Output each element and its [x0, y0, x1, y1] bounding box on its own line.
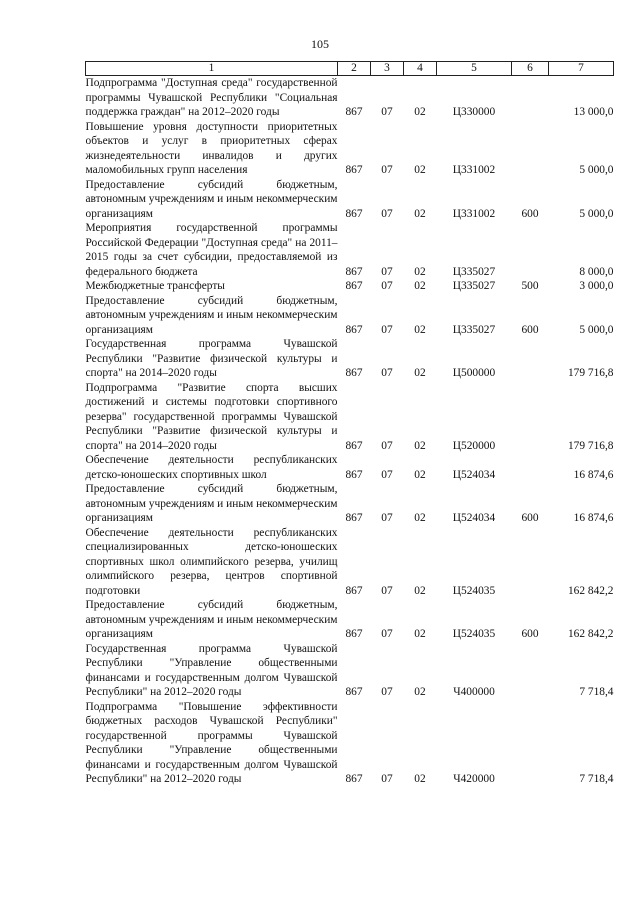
row-expense-type	[512, 381, 549, 454]
row-ministry-code: 867	[345, 207, 363, 220]
row-subsection-code: 02	[414, 164, 426, 176]
row-description: Мероприятия государственной программы Российской Федерации "Доступная среда" на 2011–2015 годы за счет субсидии, предоставляемой из федерального бюджета	[85, 222, 338, 278]
row-ministry-code: 867	[345, 106, 363, 118]
row-description: Предоставление субсидий бюджетным, автономным учреждениям и иным некоммерческим организациям	[85, 294, 338, 336]
row-description: Государственная программа Чувашской Республики "Управление общественными финансами и государственным долгом Чувашской Республики" на 2012–2020 годы	[85, 642, 338, 698]
table-row	[86, 294, 614, 338]
column-header: 2	[338, 62, 371, 76]
row-subsection-code: 02	[414, 512, 426, 524]
row-subsection-code: 02	[414, 207, 426, 220]
row-section-code: 07	[381, 628, 393, 640]
row-ministry-code: 867	[345, 164, 363, 176]
row-target-article: Ц335027	[452, 323, 496, 336]
row-expense-type	[512, 642, 549, 700]
row-amount: 16 874,6	[573, 468, 614, 481]
row-description: Обеспечение деятельности республиканских специализированных детско-юношеских спортивных школ олимпийского резерва, училищ олимпийского резерва, центров спортивной подготовки	[85, 526, 338, 597]
budget-table	[85, 61, 614, 787]
table-row	[86, 381, 614, 454]
table-row	[86, 178, 614, 222]
row-description: Предоставление субсидий бюджетным, автономным учреждениям и иным некоммерческим организациям	[85, 483, 338, 524]
table-row	[86, 598, 614, 642]
row-ministry-code: 867	[345, 686, 363, 698]
table-row	[86, 76, 614, 120]
row-section-code: 07	[381, 439, 393, 452]
row-target-article: Ц520000	[452, 439, 496, 452]
row-ministry-code: 867	[345, 584, 363, 597]
row-description: Обеспечение деятельности республиканских детско-юношеских спортивных школ	[85, 454, 338, 481]
row-expense-type	[512, 337, 549, 381]
table-row	[86, 642, 614, 700]
row-expense-type: 500	[521, 280, 539, 292]
row-section-code: 07	[381, 468, 393, 481]
row-subsection-code: 02	[414, 280, 426, 292]
row-expense-type	[512, 76, 549, 120]
row-ministry-code: 867	[345, 265, 363, 278]
row-expense-type: 600	[521, 207, 539, 220]
row-ministry-code: 867	[345, 628, 363, 640]
row-target-article: Ц331002	[452, 164, 496, 176]
row-target-article: Ц331002	[452, 207, 496, 220]
row-amount: 162 842,2	[567, 584, 614, 597]
row-section-code: 07	[381, 323, 393, 336]
column-header: 1	[86, 62, 338, 76]
row-amount: 179 716,8	[567, 439, 614, 452]
table-row	[86, 700, 614, 787]
row-ministry-code: 867	[345, 323, 363, 336]
row-expense-type	[512, 453, 549, 482]
row-description: Подпрограмма "Повышение эффективности бюджетных расходов Чувашской Республики" государственной программы Чувашской Республики "Управление общественными финансами и государственным долгом Чувашской Республики" на 2012–2020 годы	[85, 700, 338, 785]
column-header: 5	[437, 62, 512, 76]
column-header: 6	[512, 62, 549, 76]
row-subsection-code: 02	[414, 106, 426, 118]
row-subsection-code: 02	[414, 468, 426, 481]
row-expense-type: 600	[521, 512, 539, 524]
row-section-code: 07	[381, 686, 393, 698]
row-section-code: 07	[381, 164, 393, 176]
row-subsection-code: 02	[414, 628, 426, 640]
row-description: Государственная программа Чувашской Республики "Развитие физической культуры и спорта" на 2014–2020 годы	[85, 338, 338, 379]
row-target-article: Ц335027	[452, 265, 496, 278]
column-header: 7	[549, 62, 614, 76]
row-ministry-code: 867	[345, 280, 363, 292]
row-amount: 3 000,0	[579, 280, 614, 292]
row-amount: 5 000,0	[579, 323, 614, 336]
row-subsection-code: 02	[414, 367, 426, 379]
column-header: 4	[404, 62, 437, 76]
row-target-article: Ц500000	[452, 367, 496, 379]
row-subsection-code: 02	[414, 439, 426, 452]
row-expense-type	[512, 700, 549, 787]
row-ministry-code: 867	[345, 367, 363, 379]
row-amount: 162 842,2	[567, 628, 614, 640]
row-description: Предоставление субсидий бюджетным, автономным учреждениям и иным некоммерческим организациям	[85, 178, 338, 220]
table-row	[86, 337, 614, 381]
row-target-article: Ц335027	[452, 280, 496, 292]
table-row	[86, 221, 614, 279]
row-subsection-code: 02	[414, 265, 426, 278]
table-row	[86, 453, 614, 482]
table-row	[86, 120, 614, 178]
row-section-code: 07	[381, 512, 393, 524]
row-amount: 5 000,0	[579, 207, 614, 220]
row-expense-type	[512, 120, 549, 178]
row-ministry-code: 867	[345, 773, 363, 785]
row-target-article: Ц524035	[452, 628, 496, 640]
row-section-code: 07	[381, 584, 393, 597]
page-number: 105	[311, 37, 329, 51]
row-ministry-code: 867	[345, 468, 363, 481]
row-description: Межбюджетные трансферты	[85, 280, 225, 292]
row-target-article: Ч400000	[453, 686, 495, 698]
row-section-code: 07	[381, 265, 393, 278]
row-amount: 8 000,0	[579, 265, 614, 278]
row-target-article: Ч420000	[453, 773, 495, 785]
row-amount: 7 718,4	[579, 686, 614, 698]
row-expense-type: 600	[521, 323, 539, 336]
row-expense-type	[512, 221, 549, 279]
row-description: Подпрограмма "Доступная среда" государственной программы Чувашской Республики "Социальная поддержка граждан" на 2012–2020 годы	[85, 77, 338, 118]
row-target-article: Ц330000	[452, 106, 496, 118]
row-amount: 13 000,0	[573, 106, 614, 118]
row-description: Предоставление субсидий бюджетным, автономным учреждениям и иным некоммерческим организациям	[85, 599, 338, 640]
row-section-code: 07	[381, 207, 393, 220]
row-target-article: Ц524035	[452, 584, 496, 597]
row-amount: 179 716,8	[567, 367, 614, 379]
row-section-code: 07	[381, 106, 393, 118]
row-subsection-code: 02	[414, 773, 426, 785]
table-row	[86, 526, 614, 599]
row-target-article: Ц524034	[452, 468, 496, 481]
row-expense-type: 600	[521, 628, 539, 640]
row-target-article: Ц524034	[452, 512, 496, 524]
row-amount: 7 718,4	[579, 773, 614, 785]
row-ministry-code: 867	[345, 512, 363, 524]
row-amount: 5 000,0	[579, 164, 614, 176]
row-section-code: 07	[381, 280, 393, 292]
row-ministry-code: 867	[345, 439, 363, 452]
row-section-code: 07	[381, 367, 393, 379]
row-subsection-code: 02	[414, 323, 426, 336]
row-subsection-code: 02	[414, 686, 426, 698]
row-amount: 16 874,6	[573, 512, 614, 524]
header-row	[86, 62, 614, 76]
row-description: Повышение уровня доступности приоритетных объектов и услуг в приоритетных сферах жизнедеятельности инвалидов и других маломобильных групп населения	[85, 120, 338, 176]
row-section-code: 07	[381, 773, 393, 785]
row-expense-type	[512, 526, 549, 599]
table-row	[86, 482, 614, 526]
table-row	[86, 279, 614, 294]
row-subsection-code: 02	[414, 584, 426, 597]
row-description: Подпрограмма "Развитие спорта высших достижений и системы подготовки спортивного резерва" государственной программы Чувашской Республики "Развитие физической культуры и спорта" на 2014–2020 годы	[85, 381, 338, 452]
column-header: 3	[371, 62, 404, 76]
